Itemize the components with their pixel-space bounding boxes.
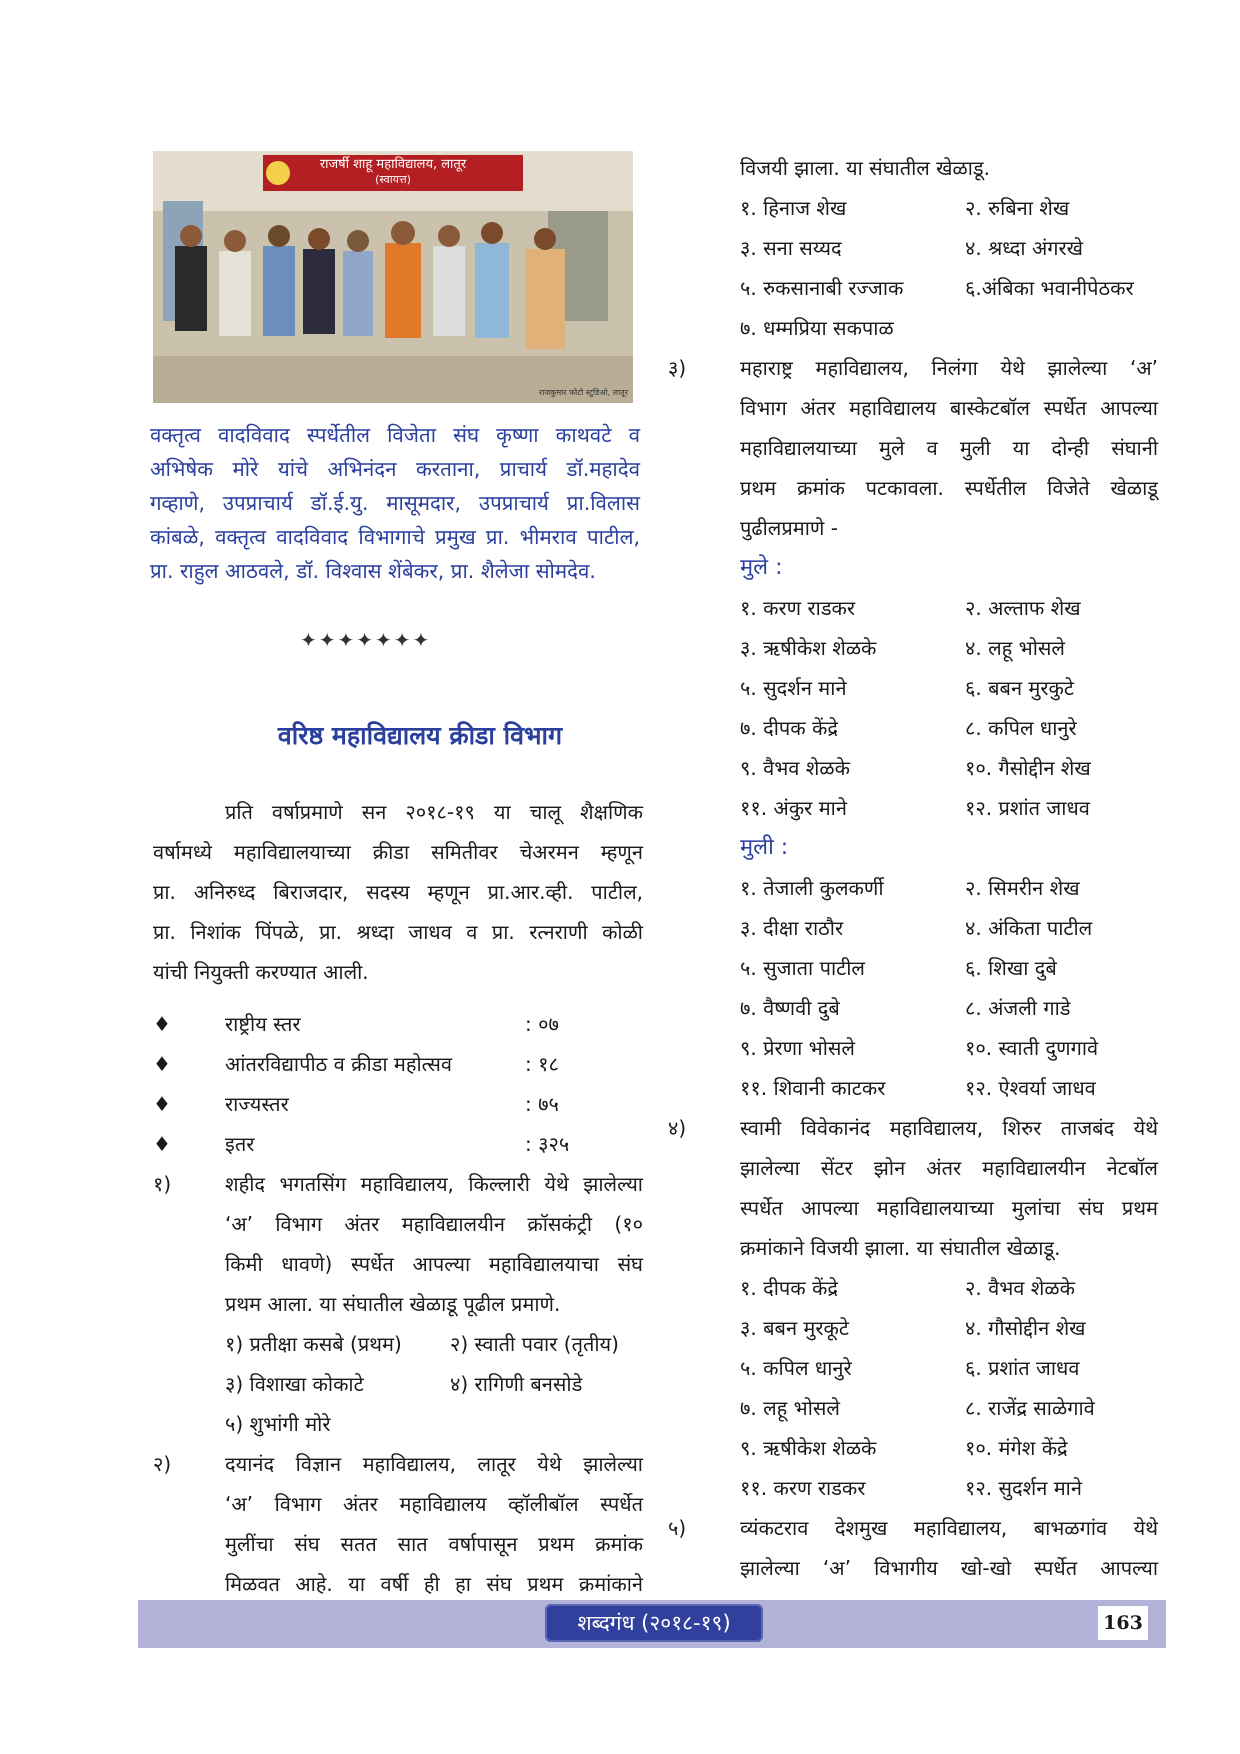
player-name: ६.अंबिका भवानीपेठकर bbox=[965, 276, 1134, 300]
player-name: २) स्वाती पवार (तृतीय) bbox=[450, 1332, 619, 1356]
intro-line: प्रा. अनिरुध्द बिराजदार, सदस्य म्हणून प्रा.आर.व्ही. पाटील, bbox=[153, 880, 643, 904]
player-name: ६. प्रशांत जाधव bbox=[965, 1356, 1080, 1380]
player-name: ३) विशाखा कोकाटे bbox=[225, 1372, 364, 1396]
item-number: ३) bbox=[668, 356, 687, 380]
player-name: ११. अंकुर माने bbox=[740, 796, 847, 820]
stat-value: : ७५ bbox=[525, 1092, 559, 1116]
item-continuation: विजयी झाला. या संघातील खेळाडू. bbox=[740, 156, 990, 180]
player-name: ५. कपिल धानुरे bbox=[740, 1356, 852, 1380]
item-text bbox=[225, 1444, 643, 1604]
player-name: ४. अंकिता पाटील bbox=[965, 916, 1093, 940]
item-text bbox=[740, 348, 1158, 548]
player-name: २. अल्ताफ शेख bbox=[965, 596, 1081, 620]
player-name: ५. सुजाता पाटील bbox=[740, 956, 865, 980]
player-name: ४) रागिणी बनसोडे bbox=[450, 1372, 583, 1396]
player-name: ६. बबन मुरकुटे bbox=[965, 676, 1074, 700]
player-name: ९. वैभव शेळके bbox=[740, 756, 850, 780]
item-line: स्वामी विवेकानंद महाविद्यालय, शिरुर ताजबंद येथे bbox=[740, 1116, 1158, 1140]
item-line: व्यंकटराव देशमुख महाविद्यालय, बाभळगांव येथे bbox=[740, 1516, 1158, 1540]
player-name: ८. राजेंद्र साळेगावे bbox=[965, 1396, 1095, 1420]
item-line: झालेल्या ‘अ’ विभागीय खो-खो स्पर्धेत आपल्या bbox=[740, 1556, 1158, 1580]
page-number: 163 bbox=[1098, 1606, 1148, 1640]
player-name: १. दीपक केंद्रे bbox=[740, 1276, 838, 1300]
item-line: महाराष्ट्र महाविद्यालय, निलंगा येथे झालेल्या ‘अ’ bbox=[740, 356, 1158, 380]
player-name: ४. गौसोद्दीन शेख bbox=[965, 1316, 1086, 1340]
stat-label: राष्ट्रीय स्तर bbox=[225, 1012, 301, 1036]
player-name: १. करण राडकर bbox=[740, 596, 856, 620]
item-number: ५) bbox=[668, 1516, 687, 1540]
player-name: २. रुबिना शेख bbox=[965, 196, 1070, 220]
bullet-icon: ♦ bbox=[153, 1092, 171, 1116]
player-name: १०. स्वाती दुणगावे bbox=[965, 1036, 1099, 1060]
caption-line: कांबळे, वक्तृत्व वादविवाद विभागाचे प्रमुख प्रा. भीमराव पाटील, bbox=[150, 525, 640, 549]
caption-line: प्रा. राहुल आठवले, डॉ. विश्वास शेंबेकर, प्रा. शैलेजा सोमदेव. bbox=[150, 559, 596, 583]
player-name: १. हिनाज शेख bbox=[740, 196, 847, 220]
photo-caption bbox=[150, 418, 640, 588]
item-line: मिळवत आहे. या वर्षी ही हा संघ प्रथम क्रमांकाने bbox=[225, 1572, 643, 1596]
item-line: महाविद्यालयाच्या मुले व मुली या दोन्ही संघानी bbox=[740, 436, 1158, 460]
item-line: स्पर्धेत आपल्या महाविद्यालयाच्या मुलांचा संघ प्रथम bbox=[740, 1196, 1158, 1220]
caption-line: अभिषेक मोरे यांचे अभिनंदन करताना, प्राचार्य डॉ.महादेव bbox=[150, 457, 640, 481]
player-name: ५. रुकसानाबी रज्जाक bbox=[740, 276, 904, 300]
player-name: ११. शिवानी काटकर bbox=[740, 1076, 886, 1100]
player-name: ३. ऋषीकेश शेळके bbox=[740, 636, 877, 660]
stat-label: इतर bbox=[225, 1132, 255, 1156]
player-name: २. सिमरीन शेख bbox=[965, 876, 1080, 900]
player-name: १) प्रतीक्षा कसबे (प्रथम) bbox=[225, 1332, 402, 1356]
item-line: शहीद भगतसिंग महाविद्यालय, किल्लारी येथे झालेल्या bbox=[225, 1172, 643, 1196]
stat-label: आंतरविद्यापीठ व क्रीडा महोत्सव bbox=[225, 1052, 452, 1076]
footer-publication-title: शब्दगंध (२०१८-१९) bbox=[545, 1604, 763, 1642]
photo-credit: राजकुमार फोटो स्टुडिओ, लातूर bbox=[538, 388, 628, 397]
item-line: विभाग अंतर महाविद्यालय बास्केटबॉल स्पर्धेत आपल्या bbox=[740, 396, 1158, 420]
section-heading: वरिष्ठ महाविद्यालय क्रीडा विभाग bbox=[277, 721, 563, 750]
intro-line: यांची नियुक्ती करण्यात आली. bbox=[153, 960, 369, 984]
player-name: २. वैभव शेळके bbox=[965, 1276, 1075, 1300]
player-name: ५) शुभांगी मोरे bbox=[225, 1412, 331, 1436]
player-name: ९. प्रेरणा भोसले bbox=[740, 1036, 855, 1060]
item-line: ‘अ’ विभाग अंतर महाविद्यालयीन क्रॉसकंट्री (१० bbox=[225, 1212, 643, 1236]
player-name: १०. मंगेश केंद्रे bbox=[965, 1436, 1068, 1460]
item-number: २) bbox=[153, 1452, 172, 1476]
caption-line: गव्हाणे, उपप्राचार्य डॉ.ई.यु. मासूमदार, उपप्राचार्य प्रा.विलास bbox=[150, 491, 640, 515]
item-line: मुलींचा संघ सतत सात वर्षापासून प्रथम क्रमांक bbox=[225, 1532, 643, 1556]
player-name: १२. ऐश्वर्या जाधव bbox=[965, 1076, 1096, 1100]
player-name: १०. गैसोद्दीन शेख bbox=[965, 756, 1091, 780]
player-name: ९. ऋषीकेश शेळके bbox=[740, 1436, 877, 1460]
item-line: प्रथम क्रमांक पटकावला. स्पर्धेतील विजेते खेळाडू bbox=[740, 476, 1158, 500]
separator-ornament: ✦✦✦✦✦✦✦ bbox=[300, 628, 432, 652]
item-text bbox=[225, 1164, 643, 1324]
player-name: ८. अंजली गाडे bbox=[965, 996, 1071, 1020]
bullet-icon: ♦ bbox=[153, 1132, 171, 1156]
bullet-icon: ♦ bbox=[153, 1052, 171, 1076]
caption-line: वक्तृत्व वादविवाद स्पर्धेतील विजेता संघ कृष्णा काथवटे व bbox=[150, 423, 640, 447]
intro-line: वर्षामध्ये महाविद्यालयाच्या क्रीडा समितीवर चेअरमन म्हणून bbox=[153, 840, 643, 864]
player-name: १. तेजाली कुलकर्णी bbox=[740, 876, 884, 900]
player-name: ७. दीपक केंद्रे bbox=[740, 716, 838, 740]
bullet-icon: ♦ bbox=[153, 1012, 171, 1036]
player-name: १२. प्रशांत जाधव bbox=[965, 796, 1090, 820]
player-name: ५. सुदर्शन माने bbox=[740, 676, 847, 700]
player-name: ७. धम्मप्रिया सकपाळ bbox=[740, 316, 894, 340]
item-line: प्रथम आला. या संघातील खेळाडू पूढील प्रमाणे. bbox=[225, 1292, 561, 1316]
player-name: ११. करण राडकर bbox=[740, 1476, 866, 1500]
photo-banner-text: राजर्षी शाहू महाविद्यालय, लातूर bbox=[319, 157, 467, 172]
item-number: १) bbox=[153, 1172, 172, 1196]
player-name: ६. शिखा दुबे bbox=[965, 956, 1057, 980]
item-line: दयानंद विज्ञान महाविद्यालय, लातूर येथे झालेल्या bbox=[225, 1452, 643, 1476]
item-line: ‘अ’ विभाग अंतर महाविद्यालय व्हॉलीबॉल स्पर्धेत bbox=[225, 1492, 643, 1516]
stat-value: : ३२५ bbox=[525, 1132, 570, 1156]
girls-label: मुली : bbox=[740, 835, 789, 860]
player-name: ८. कपिल धानुरे bbox=[965, 716, 1077, 740]
item-text bbox=[740, 1508, 1158, 1588]
player-name: ३. सना सय्यद bbox=[740, 236, 842, 260]
felicitation-photo bbox=[153, 151, 633, 403]
photo-banner-subtext: (स्वायत्त) bbox=[375, 173, 411, 186]
player-name: १२. सुदर्शन माने bbox=[965, 1476, 1082, 1500]
item-line: क्रमांकाने विजयी झाला. या संघातील खेळाडू. bbox=[740, 1236, 1061, 1260]
intro-paragraph bbox=[153, 792, 643, 992]
stat-value: : ०७ bbox=[525, 1012, 559, 1036]
player-name: ७. वैष्णवी दुबे bbox=[740, 996, 840, 1020]
event-photo bbox=[153, 151, 633, 403]
player-name: ४. श्रध्दा अंगरखे bbox=[965, 236, 1084, 260]
player-name: ३. बबन मुरकूटे bbox=[740, 1316, 849, 1340]
item-line: किमी धावणे) स्पर्धेत आपल्या महाविद्यालयाचा संघ bbox=[225, 1252, 643, 1276]
player-name: ७. लहू भोसले bbox=[740, 1396, 840, 1420]
item-line: पुढीलप्रमाणे - bbox=[740, 516, 838, 540]
boys-label: मुले : bbox=[740, 555, 783, 580]
player-name: ३. दीक्षा राठौर bbox=[740, 916, 844, 940]
item-number: ४) bbox=[668, 1116, 687, 1140]
player-name: ४. लहू भोसले bbox=[965, 636, 1065, 660]
intro-line: प्रति वर्षाप्रमाणे सन २०१८-१९ या चालू शैक्षणिक bbox=[225, 800, 643, 824]
intro-line: प्रा. निशांक पिंपळे, प्रा. श्रध्दा जाधव व प्रा. रत्नराणी कोळी bbox=[153, 920, 643, 944]
stat-label: राज्यस्तर bbox=[225, 1092, 289, 1116]
item-line: झालेल्या सेंटर झोन अंतर महाविद्यालयीन नेटबॉल bbox=[740, 1156, 1158, 1180]
stat-value: : १८ bbox=[525, 1052, 559, 1076]
item-text bbox=[740, 1108, 1158, 1268]
